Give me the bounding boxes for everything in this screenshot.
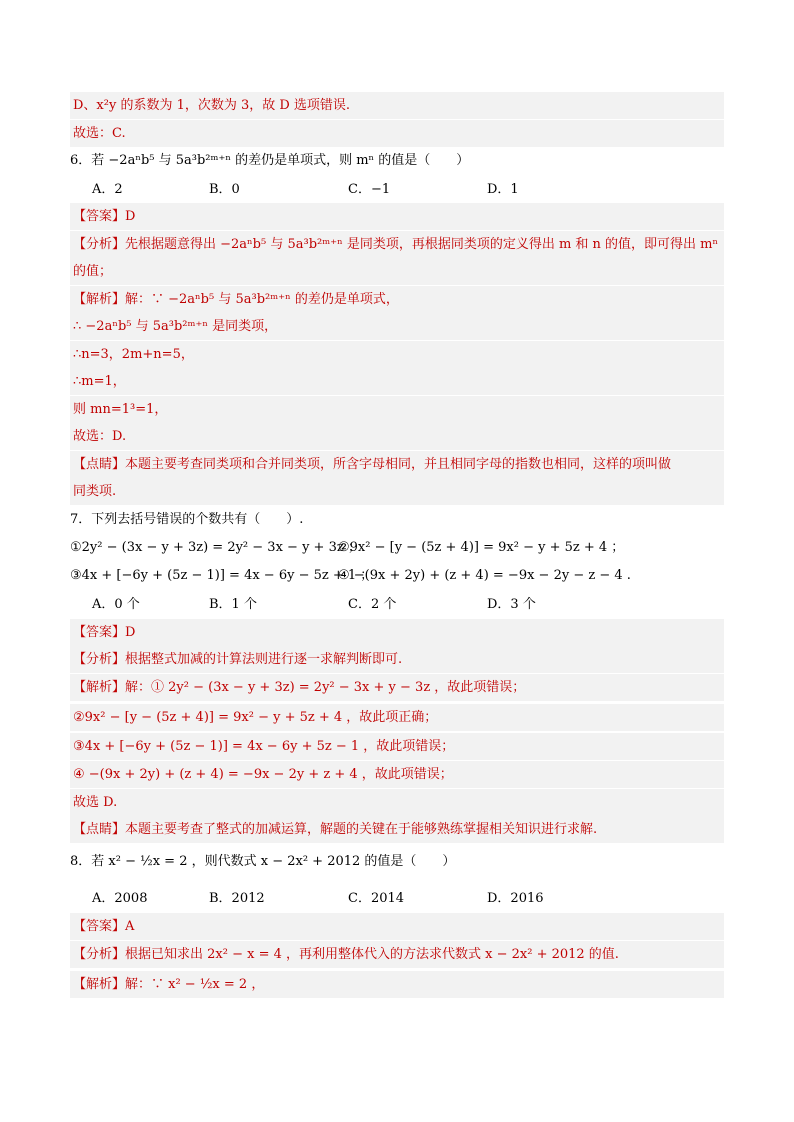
answer-line: 故选 D. [70,789,724,816]
answer-line: D、x²y 的系数为 1，次数为 3，故 D 选项错误. [70,92,724,119]
answer-line: ④ −(9x + 2y) + (z + 4) = −9x − 2y + z + 4 ，故此项错误； [70,761,724,788]
answer-line: ②9x² − [y − (5z + 4)] = 9x² − y + 5z + 4 ，故此项正确； [70,704,724,731]
option-a: A．2 [92,182,123,197]
answer-line: 【答案】D [70,203,724,230]
q7-item: ②9x² − [y − (5z + 4)] = 9x² − y + 5z + 4 ； [338,540,625,555]
option-a: A．0 个 [92,597,140,612]
q7-item: ①2y² − (3x − y + 3z) = 2y² − 3x − y + 3z ； [70,540,361,555]
option-b: B．1 个 [209,597,257,612]
option-c: C．2 个 [348,597,397,612]
answer-line: 则 mn=1³=1， [70,396,724,423]
option-b: B．0 [209,182,240,197]
answer-line: 【解析】解：① 2y² − (3x − y + 3z) = 2y² − 3x + y − 3z ，故此项错误； [70,674,724,701]
answer-line: 同类项. [70,478,724,505]
answer-line: 故选：D. [70,423,724,450]
q7-item: ③4x + [−6y + (5z − 1)] = 4x − 6y − 5z + 1 ； [70,568,374,583]
option-b: B．2012 [209,891,265,906]
answer-line: 的值； [70,258,724,285]
answer-line: 【点睛】本题主要考查了整式的加减运算，解题的关键在于能够熟练掌握相关知识进行求解. [70,816,724,843]
answer-line: 【分析】根据已知求出 2x² − x = 4 ，再利用整体代入的方法求代数式 x − 2x² + 2012 的值. [70,941,724,968]
option-row [70,176,724,203]
answer-line: 故选：C. [70,120,724,147]
option-c: C．−1 [348,182,391,197]
question-line: 6．若 −2aⁿb⁵ 与 5a³b²ᵐ⁺ⁿ 的差仍是单项式，则 mⁿ 的值是（ ） [70,153,470,168]
answer-line: 【点睛】本题主要考查同类项和合并同类项，所含字母相同，并且相同字母的指数也相同，这样的项叫做 [70,451,724,478]
option-row [70,591,724,618]
answer-line: ∴ −2aⁿb⁵ 与 5a³b²ᵐ⁺ⁿ 是同类项， [70,313,724,340]
answer-line: ③4x + [−6y + (5z − 1)] = 4x − 6y + 5z − 1 ，故此项错误； [70,733,724,760]
question-line: 8．若 x² − ½x = 2 ，则代数式 x − 2x² + 2012 的值是（ ） [70,854,456,869]
answer-line: 【分析】根据整式加减的计算法则进行逐一求解判断即可. [70,646,724,673]
answer-line: 【分析】先根据题意得出 −2aⁿb⁵ 与 5a³b²ᵐ⁺ⁿ 是同类项，再根据同类项的定义得出 m 和 n 的值，即可得出 mⁿ [70,231,724,258]
option-d: D．2016 [487,891,544,906]
option-c: C．2014 [348,891,405,906]
answer-line: 【解析】解：∵ x² − ½x = 2 ， [70,971,724,998]
option-d: D．1 [487,182,519,197]
q7-item: ④ −(9x + 2y) + (z + 4) = −9x − 2y − z − 4 . [338,568,631,583]
option-a: A．2008 [92,891,148,906]
option-d: D．3 个 [487,597,536,612]
answer-line: ∴m=1， [70,368,724,395]
answer-line: ∴n=3，2m+n=5， [70,341,724,368]
answer-line: 【解析】解：∵ −2aⁿb⁵ 与 5a³b²ᵐ⁺ⁿ 的差仍是单项式， [70,286,724,313]
question-line: 7．下列去括号错误的个数共有（ ）. [70,512,304,527]
answer-line: 【答案】A [70,913,724,940]
option-row [70,885,724,912]
answer-line: 【答案】D [70,619,724,646]
